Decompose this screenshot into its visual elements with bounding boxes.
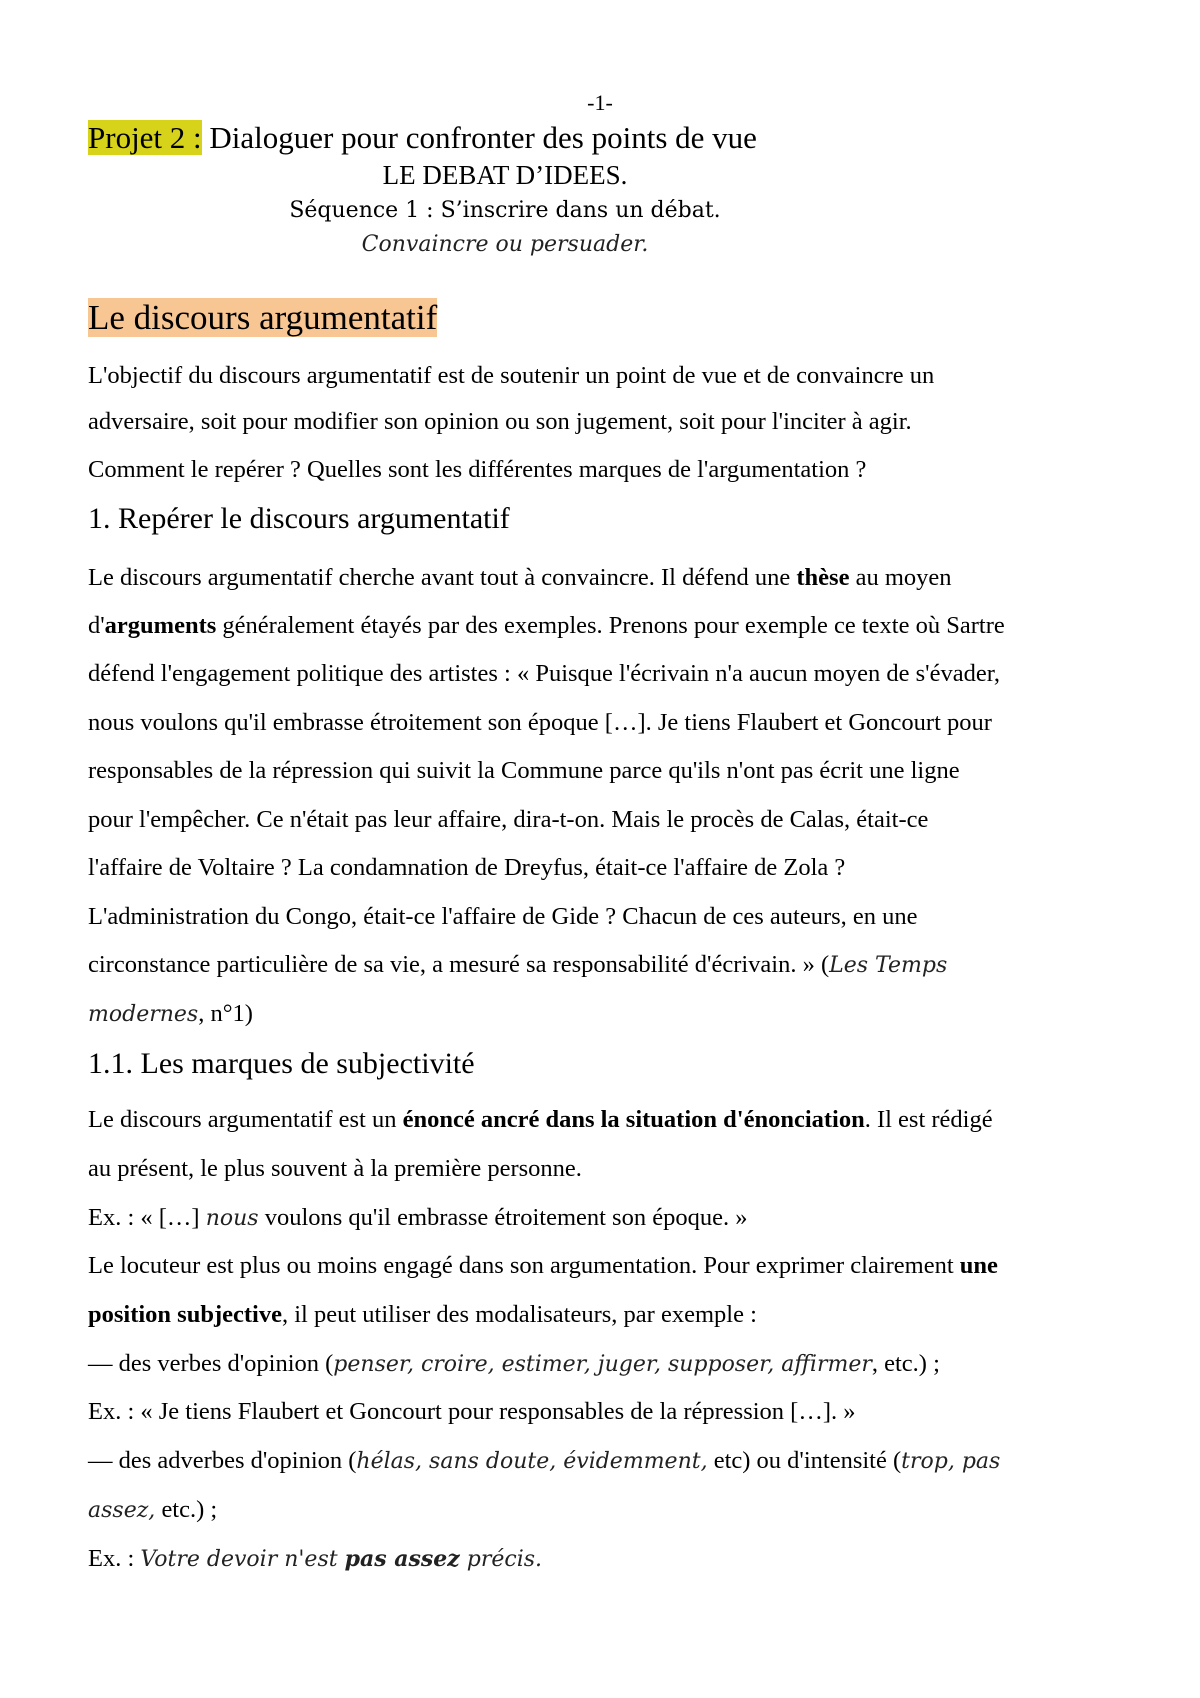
paragraph-line: nous voulons qu'il embrasse étroitement son époque […]. Je tiens Flaubert et Goncourt pour [88, 709, 992, 736]
paragraph-line: position subjective, il peut utiliser des modalisateurs, par exemple : [88, 1301, 757, 1328]
sequence-label: Séquence 1 : S’inscrire dans un débat. [289, 198, 721, 223]
paragraph-line: Le discours argumentatif est un énoncé ancré dans la situation d'énonciation. Il est rédigé [88, 1106, 993, 1133]
subsection-title: 1. Repérer le discours argumentatif [88, 502, 510, 535]
paragraph-line: au présent, le plus souvent à la première personne. [88, 1155, 582, 1182]
subsection-title: 1.1. Les marques de subjectivité [88, 1047, 475, 1080]
intro-line: Comment le repérer ? Quelles sont les différentes marques de l'argumentation ? [88, 456, 867, 483]
intro-line: adversaire, soit pour modifier son opinion ou son jugement, soit pour l'inciter à agir. [88, 408, 912, 435]
example-line: Ex. : « Je tiens Flaubert et Goncourt pour responsables de la répression […]. » [88, 1398, 856, 1425]
list-item: — des adverbes d'opinion (hélas, sans doute, évidemment, etc) ou d'intensité (trop, pas [88, 1447, 1001, 1474]
paragraph-line: d'arguments généralement étayés par des exemples. Prenons pour exemple ce texte où Sartre [88, 612, 1005, 639]
project-heading [88, 118, 757, 158]
paragraph-line: L'administration du Congo, était-ce l'affaire de Gide ? Chacun de ces auteurs, en une [88, 903, 918, 930]
paragraph-line: modernes, n°1) [88, 1000, 253, 1027]
paragraph-line: défend l'engagement politique des artistes : « Puisque l'écrivain n'a aucun moyen de s'évader, [88, 660, 1001, 687]
paragraph-line: responsables de la répression qui suivit la Commune parce qu'ils n'ont pas écrit une ligne [88, 757, 960, 784]
list-item: assez, etc.) ; [88, 1496, 218, 1523]
intro-line: L'objectif du discours argumentatif est de soutenir un point de vue et de convaincre un [88, 362, 935, 389]
debate-title: LE DEBAT D’IDEES. [382, 160, 628, 190]
sequence-subtitle: Convaincre ou persuader. [361, 232, 649, 257]
page-number: -1- [587, 90, 613, 115]
section-title-text: Le discours argumentatif [88, 298, 438, 337]
paragraph-line: circonstance particulière de sa vie, a mesuré sa responsabilité d'écrivain. » (Les Temps [88, 951, 948, 978]
project-label: Projet 2 : [88, 120, 202, 155]
section-title [88, 296, 437, 340]
paragraph-line: Le discours argumentatif cherche avant tout à convaincre. Il défend une thèse au moyen [88, 564, 952, 591]
paragraph-line: pour l'empêcher. Ce n'était pas leur affaire, dira-t-on. Mais le procès de Calas, était-ce [88, 806, 929, 833]
paragraph-line: l'affaire de Voltaire ? La condamnation de Dreyfus, était-ce l'affaire de Zola ? [88, 854, 846, 881]
paragraph-line: Le locuteur est plus ou moins engagé dans son argumentation. Pour exprimer clairement une [88, 1252, 998, 1279]
list-item: — des verbes d'opinion (penser, croire, estimer, juger, supposer, affirmer, etc.) ; [88, 1350, 940, 1377]
project-title: Dialoguer pour confronter des points de vue [201, 120, 757, 155]
example-line: Ex. : « […] nous voulons qu'il embrasse étroitement son époque. » [88, 1204, 748, 1231]
example-line: Ex. : Votre devoir n'est pas assez précis. [88, 1545, 543, 1572]
